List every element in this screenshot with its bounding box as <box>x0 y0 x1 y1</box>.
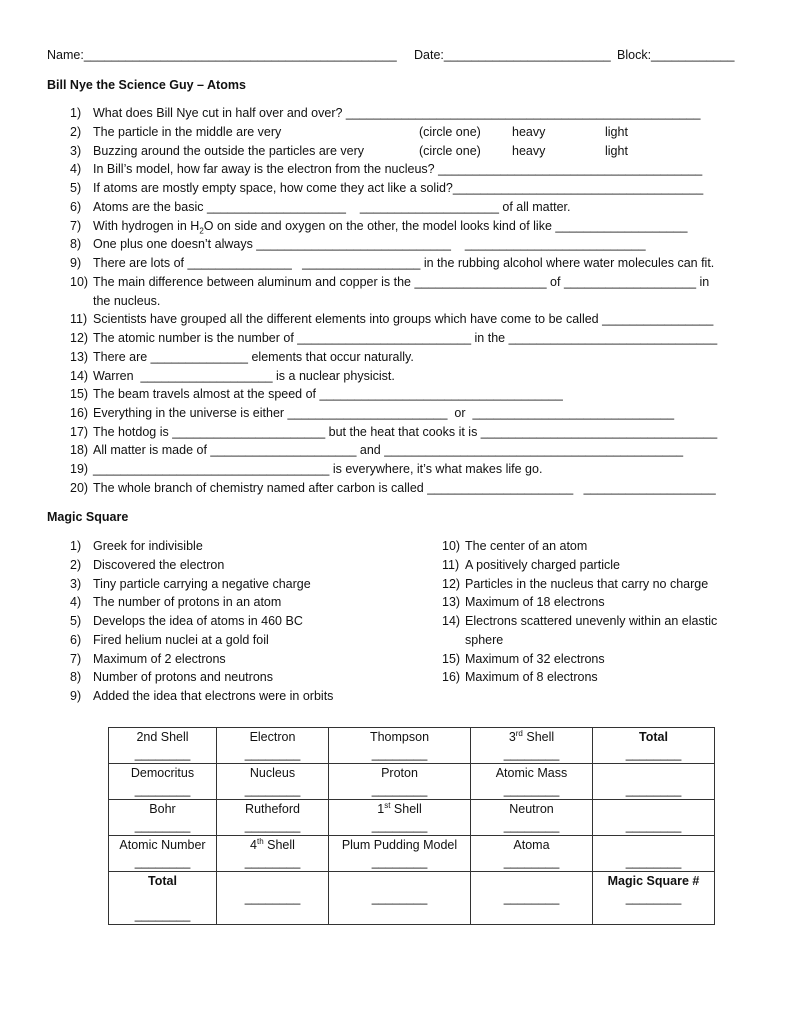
table-row <box>109 800 715 836</box>
question-number: 1) <box>70 106 82 120</box>
clue-number: 10) <box>442 539 461 553</box>
choice-heavy[interactable]: heavy <box>512 125 546 139</box>
table-cell <box>471 872 593 925</box>
question-number: 16) <box>70 406 89 420</box>
answer-blank[interactable]: ________ <box>625 855 682 869</box>
answer-blank[interactable]: ________ <box>503 819 560 833</box>
clue-number: 11) <box>442 558 460 572</box>
clue-number: 3) <box>70 577 82 591</box>
answer-blank[interactable]: ________ <box>625 819 682 833</box>
cell-label-text: 4 <box>250 838 257 852</box>
clue-text: Discovered the electron <box>93 558 225 572</box>
clue-text: Fired helium nuclei at a gold foil <box>93 633 269 647</box>
question-text: There are ______________ elements that occur naturally. <box>93 350 414 364</box>
spacer <box>331 873 468 890</box>
clue-number: 1) <box>70 539 82 553</box>
question-number: 10) <box>70 275 89 289</box>
clue-number: 12) <box>442 577 461 591</box>
table-cell <box>593 800 715 836</box>
clue-number: 13) <box>442 595 461 609</box>
choice-light[interactable]: light <box>605 144 628 158</box>
answer-blank[interactable]: ________ <box>134 819 191 833</box>
circle-one-label: (circle one) <box>419 125 481 139</box>
question-text: One plus one doesn’t always ____________________________ __________________________ <box>93 237 646 251</box>
subscript: 2 <box>199 226 204 236</box>
clue-text: Maximum of 18 electrons <box>465 595 605 609</box>
question-number: 2) <box>70 125 82 139</box>
question-text-continued: the nucleus. <box>93 294 161 308</box>
question-number: 20) <box>70 481 89 495</box>
cell-label-text: 1 <box>377 802 385 816</box>
table-cell <box>471 728 593 764</box>
question-text <box>93 218 687 234</box>
table-cell <box>217 800 329 836</box>
cell-label-text: Atomic Mass <box>495 766 568 780</box>
table-cell <box>329 836 471 872</box>
answer-blank[interactable]: ________ <box>371 891 428 905</box>
question-number: 18) <box>70 443 89 457</box>
table-row <box>109 836 715 872</box>
cell-label <box>473 801 590 818</box>
table-cell <box>329 872 471 925</box>
question-text: There are lots of _______________ _________________ in the rubbing alcohol where water molecules can fit. <box>93 256 715 270</box>
spacer <box>595 765 712 782</box>
answer-blank[interactable]: ________ <box>244 819 301 833</box>
cell-label <box>219 765 326 782</box>
table-cell <box>593 728 715 764</box>
question-number: 7) <box>70 219 82 233</box>
answer-blank[interactable]: ________ <box>503 891 560 905</box>
spacer <box>595 801 712 818</box>
table-cell <box>593 836 715 872</box>
cell-label-text: Thompson <box>369 730 430 744</box>
cell-label <box>111 837 214 854</box>
question-number: 5) <box>70 181 82 195</box>
date-field[interactable]: Date:________________________ <box>414 48 611 62</box>
question-text: The main difference between aluminum and copper is the ___________________ of ___________________ in <box>93 275 710 289</box>
clue-number: 5) <box>70 614 82 628</box>
question-text: Buzzing around the outside the particles are very <box>93 144 364 158</box>
magic-square-table <box>108 727 715 925</box>
cell-label <box>219 801 326 818</box>
question-number: 17) <box>70 425 89 439</box>
cell-label-text: 2nd Shell <box>136 730 189 744</box>
question-text: Scientists have grouped all the different elements into groups which have come to be called ________________ <box>93 312 714 326</box>
question-number: 12) <box>70 331 89 345</box>
question-number: 6) <box>70 200 82 214</box>
clue-number: 4) <box>70 595 82 609</box>
answer-blank[interactable]: ________ <box>371 819 428 833</box>
cell-label-text: Shell <box>522 730 555 744</box>
cell-label-text: Atoma <box>513 838 550 852</box>
cell-label-text: Bohr <box>149 802 176 816</box>
answer-blank[interactable]: ________ <box>503 783 560 797</box>
clue-text: Maximum of 32 electrons <box>465 652 605 666</box>
choice-light[interactable]: light <box>605 125 628 139</box>
question-text: The whole branch of chemistry named after carbon is called _____________________ ___________________ <box>93 481 716 495</box>
question-text: The particle in the middle are very <box>93 125 282 139</box>
spacer <box>595 837 712 854</box>
table-cell <box>329 764 471 800</box>
answer-blank[interactable]: ________ <box>244 747 301 761</box>
cell-label <box>219 837 326 854</box>
clue-text: The number of protons in an atom <box>93 595 282 609</box>
cell-label-text: Shell <box>390 802 422 816</box>
cell-label <box>111 765 214 782</box>
clue-text: Particles in the nucleus that carry no charge <box>465 577 709 591</box>
answer-blank[interactable]: ________ <box>625 891 682 905</box>
question-text-part: O on side and oxygen on the other, the model looks kind of like ___________________ <box>203 219 688 233</box>
answer-blank[interactable]: ________ <box>244 855 301 869</box>
cell-label-text: Proton <box>381 766 418 780</box>
clue-text: The center of an atom <box>465 539 588 553</box>
answer-blank[interactable]: ________ <box>503 747 560 761</box>
clue-number: 14) <box>442 614 461 628</box>
answer-blank[interactable]: ________ <box>625 747 682 761</box>
answer-blank[interactable]: ________ <box>134 783 191 797</box>
clue-text: Number of protons and neutrons <box>93 670 273 684</box>
superscript: rd <box>515 728 523 738</box>
answer-blank[interactable]: ________ <box>134 747 191 761</box>
question-text: If atoms are mostly empty space, how come they act like a solid?____________________________________ <box>93 181 704 195</box>
cell-label <box>473 837 590 854</box>
question-text: In Bill’s model, how far away is the electron from the nucleus? ______________________________________ <box>93 162 703 176</box>
cell-label-text: Nucleus <box>249 766 296 780</box>
answer-blank[interactable]: ________ <box>371 855 428 869</box>
clue-number: 6) <box>70 633 82 647</box>
cell-label-text: Total <box>148 874 177 888</box>
cell-label-text: Magic Square # <box>607 874 700 888</box>
superscript: th <box>257 836 264 846</box>
table-cell <box>593 872 715 925</box>
table-cell <box>109 728 217 764</box>
cell-label <box>331 837 468 854</box>
question-number: 15) <box>70 387 89 401</box>
table-cell <box>471 764 593 800</box>
table-cell <box>329 800 471 836</box>
table-total-row <box>109 872 715 925</box>
cell-label <box>331 729 468 746</box>
clue-text: Maximum of 2 electrons <box>93 652 226 666</box>
cell-label-text: Neutron <box>509 802 554 816</box>
question-number: 13) <box>70 350 89 364</box>
table-row <box>109 728 715 764</box>
clue-text: Electrons scattered unevenly within an elastic <box>465 614 718 628</box>
clue-text: Develops the idea of atoms in 460 BC <box>93 614 303 628</box>
question-text: Warren ___________________ is a nuclear physicist. <box>93 369 395 383</box>
question-number: 19) <box>70 462 89 476</box>
clue-number: 9) <box>70 689 82 703</box>
question-number: 9) <box>70 256 82 270</box>
cell-label <box>111 873 214 890</box>
table-cell <box>109 836 217 872</box>
table-cell <box>471 836 593 872</box>
name-field[interactable]: Name:_____________________________________________ <box>47 48 397 62</box>
cell-label-text: Total <box>639 730 668 744</box>
clue-number: 2) <box>70 558 82 572</box>
table-cell <box>109 872 217 925</box>
question-text: All matter is made of _____________________ and ___________________________________________ <box>93 443 684 457</box>
question-text: What does Bill Nye cut in half over and over? ___________________________________________________ <box>93 106 701 120</box>
table-cell <box>593 764 715 800</box>
cell-label <box>331 765 468 782</box>
section-title-atoms: Bill Nye the Science Guy – Atoms <box>47 78 246 92</box>
cell-label-text: Shell <box>263 838 295 852</box>
answer-blank[interactable]: ________ <box>244 891 301 905</box>
question-text: Everything in the universe is either _______________________ or _____________________________ <box>93 406 675 420</box>
clue-text: Maximum of 8 electrons <box>465 670 598 684</box>
clue-text-continued: sphere <box>465 633 504 647</box>
cell-label <box>219 729 326 746</box>
table-cell <box>471 800 593 836</box>
clue-text: Added the idea that electrons were in orbits <box>93 689 334 703</box>
cell-label-text: Rutheford <box>245 802 300 816</box>
cell-label-text: Plum Pudding Model <box>341 838 458 852</box>
question-text: Atoms are the basic ____________________ ____________________ of all matter. <box>93 200 571 214</box>
question-number: 14) <box>70 369 89 383</box>
clue-text: A positively charged particle <box>465 558 620 572</box>
answer-blank[interactable]: ________ <box>134 908 191 922</box>
section-title-magic-square: Magic Square <box>47 510 129 524</box>
block-field[interactable]: Block:____________ <box>617 48 735 62</box>
table-cell <box>217 764 329 800</box>
clue-text: Tiny particle carrying a negative charge <box>93 577 311 591</box>
cell-label-text: Democritus <box>130 766 195 780</box>
question-number: 11) <box>70 312 88 326</box>
answer-blank[interactable]: ________ <box>625 783 682 797</box>
table-row <box>109 764 715 800</box>
clue-text: Greek for indivisible <box>93 539 203 553</box>
answer-blank[interactable]: ________ <box>371 783 428 797</box>
table-cell <box>217 872 329 925</box>
clue-number: 15) <box>442 652 461 666</box>
answer-blank[interactable]: ________ <box>503 855 560 869</box>
circle-one-label: (circle one) <box>419 144 481 158</box>
question-number: 8) <box>70 237 82 251</box>
cell-label <box>111 729 214 746</box>
cell-label-text: Atomic Number <box>119 838 206 852</box>
table-cell <box>329 728 471 764</box>
question-text: The atomic number is the number of _________________________ in the ______________________________ <box>93 331 718 345</box>
table-cell <box>109 764 217 800</box>
question-text: The hotdog is ______________________ but the heat that cooks it is __________________________________ <box>93 425 718 439</box>
clue-number: 8) <box>70 670 82 684</box>
cell-label <box>473 765 590 782</box>
question-number: 4) <box>70 162 82 176</box>
cell-label <box>331 801 468 818</box>
clue-number: 7) <box>70 652 82 666</box>
cell-label <box>473 729 590 746</box>
spacer <box>219 873 326 890</box>
answer-blank[interactable]: ________ <box>371 747 428 761</box>
question-text-part: With hydrogen in H <box>93 219 200 233</box>
question-text: The beam travels almost at the speed of ___________________________________ <box>93 387 563 401</box>
table-cell <box>217 836 329 872</box>
spacer <box>473 873 590 890</box>
cell-label <box>595 729 712 746</box>
table-cell <box>217 728 329 764</box>
cell-label <box>111 801 214 818</box>
answer-blank[interactable]: ________ <box>134 855 191 869</box>
table-cell <box>109 800 217 836</box>
question-number: 3) <box>70 144 82 158</box>
choice-heavy[interactable]: heavy <box>512 144 546 158</box>
cell-label <box>595 873 712 890</box>
cell-label-text: 3 <box>508 730 516 744</box>
clue-number: 16) <box>442 670 461 684</box>
answer-blank[interactable]: ________ <box>244 783 301 797</box>
cell-label-text: Electron <box>249 730 296 744</box>
superscript: st <box>384 800 391 810</box>
question-text: __________________________________ is everywhere, it’s what makes life go. <box>93 462 543 476</box>
